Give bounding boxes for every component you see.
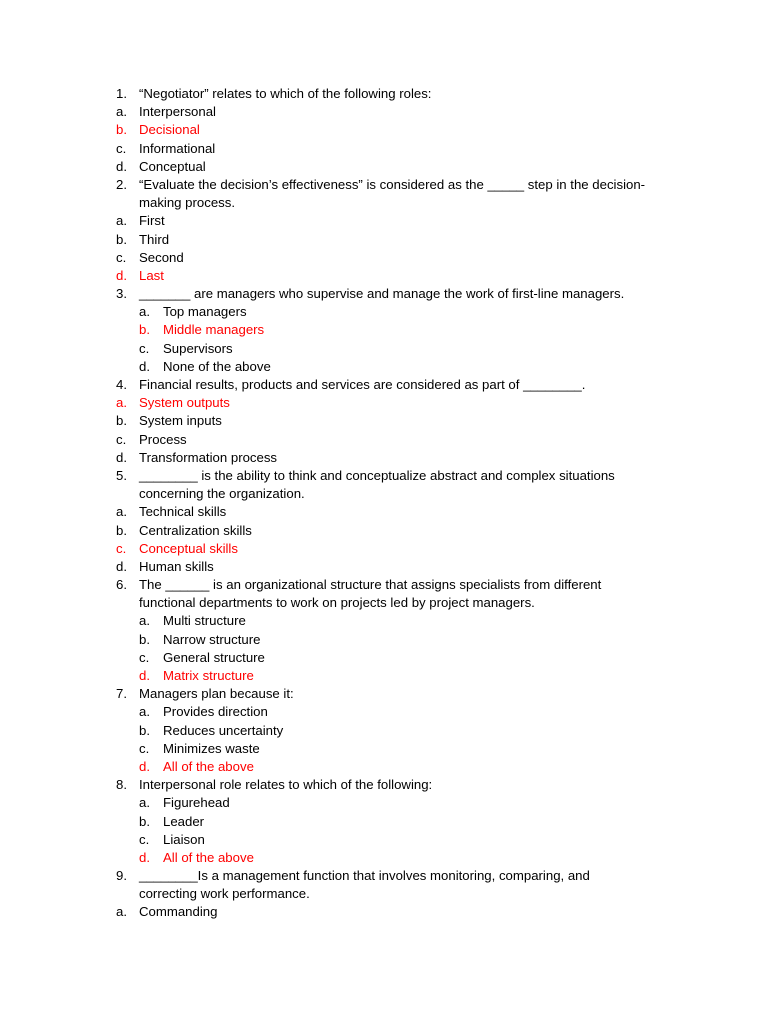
option-text: Third [139,231,170,247]
question-line [0,467,768,485]
question-text: _______ are managers who supervise and manage the work of first-line managers. [139,286,625,302]
document-page [0,85,768,922]
question-number: 2. [116,176,127,192]
option-letter: a. [139,613,150,629]
option-text: Minimizes waste [163,740,260,756]
option-text: System inputs [139,413,222,429]
option-text: All of the above [163,758,254,774]
option-text: Technical skills [139,504,227,520]
option-line [0,612,768,630]
option-text: Narrow structure [163,631,261,647]
option-letter: b. [139,322,150,338]
question-text: functional departments to work on projects led by project managers. [139,595,535,611]
option-line [0,740,768,758]
question-line [0,685,768,703]
option-text: Transformation process [139,449,278,465]
question-number: 5. [116,467,127,483]
option-line [0,158,768,176]
option-text: Centralization skills [139,522,252,538]
option-line [0,212,768,230]
option-line [0,649,768,667]
question-text: concerning the organization. [139,486,305,502]
question-number: 4. [116,377,127,392]
option-line [0,558,768,576]
option-letter: a. [139,704,150,720]
option-line [0,103,768,121]
option-text: Conceptual skills [139,540,238,556]
option-letter: a. [139,795,150,811]
question-continuation-line [0,594,768,612]
question-text: The ______ is an organizational structure that assigns specialists from different [139,577,602,593]
option-letter: a. [116,504,127,520]
answer-option [0,540,768,558]
option-line [0,794,768,812]
option-letter: b. [116,413,127,429]
option-line [0,722,768,740]
question-line [0,85,768,103]
option-text: Informational [139,140,216,156]
option-line [0,231,768,249]
question-number: 3. [116,286,127,302]
option-line [0,831,768,849]
option-text: Middle managers [163,322,265,338]
option-text: None of the above [163,358,271,374]
answer-option [0,121,768,139]
option-line [0,431,768,449]
option-letter: b. [139,722,150,738]
option-text: Conceptual [139,158,206,174]
question-text: “Negotiator” relates to which of the following roles: [139,86,432,101]
option-line [0,703,768,721]
option-text: System outputs [139,395,230,411]
option-line [0,140,768,158]
option-text: Liaison [163,831,205,847]
question-text: “Evaluate the decision’s effectiveness” is considered as the _____ step in the decision- [139,176,646,192]
question-text: correcting work performance. [139,886,310,902]
option-letter: c. [116,431,127,447]
question-text: making process. [139,195,236,211]
question-number: 7. [116,686,127,702]
question-text: Financial results, products and services are considered as part of ________. [139,377,586,392]
option-letter: d. [139,758,150,774]
option-letter: c. [116,140,127,156]
question-line [0,776,768,794]
option-text: Last [139,267,164,283]
option-text: Reduces uncertainty [163,722,284,738]
option-text: Process [139,431,187,447]
question-line [0,576,768,594]
option-letter: c. [139,831,150,847]
option-letter: d. [116,558,127,574]
option-text: First [139,213,165,229]
option-text: Interpersonal [139,104,216,120]
option-letter: a. [116,904,127,920]
option-letter: d. [139,668,150,683]
option-letter: b. [116,231,127,247]
option-letter: d. [116,449,127,465]
option-line [0,522,768,540]
option-text: Top managers [163,304,247,320]
option-letter: a. [139,304,150,320]
question-text: Interpersonal role relates to which of the following: [139,777,433,793]
option-letter: c. [139,340,150,356]
question-number: 1. [116,86,127,101]
option-letter: c. [139,740,150,756]
option-letter: b. [139,813,150,829]
option-letter: c. [139,649,150,665]
question-line [0,376,768,394]
option-letter: d. [139,358,150,374]
answer-option [0,267,768,285]
option-letter: a. [116,213,127,229]
option-letter: d. [116,267,127,283]
question-line [0,285,768,303]
option-text: Second [139,249,184,265]
option-text: Commanding [139,904,218,920]
question-continuation-line [0,885,768,903]
option-text: Figurehead [163,795,230,811]
option-text: Supervisors [163,340,233,356]
option-line [0,813,768,831]
option-line [0,340,768,358]
option-letter: a. [116,104,127,120]
question-text: Managers plan because it: [139,686,294,702]
option-text: All of the above [163,849,254,865]
question-list [0,85,768,922]
option-letter: c. [116,540,127,556]
question-text: ________Is a management function that involves monitoring, comparing, and [139,868,590,884]
answer-option [0,758,768,776]
option-line [0,249,768,267]
option-letter: c. [116,249,127,265]
option-letter: b. [139,631,150,647]
option-text: General structure [163,649,265,665]
option-line [0,449,768,467]
option-line [0,903,768,921]
question-number: 6. [116,577,127,593]
option-text: Leader [163,813,205,829]
option-text: Provides direction [163,704,268,720]
question-number: 8. [116,777,127,793]
answer-option [0,321,768,339]
option-text: Matrix structure [163,668,254,683]
option-line [0,503,768,521]
question-line [0,176,768,194]
question-number: 9. [116,868,127,884]
option-text: Decisional [139,122,200,138]
question-line [0,867,768,885]
option-line [0,412,768,430]
option-letter: d. [116,158,127,174]
question-continuation-line [0,485,768,503]
option-line [0,631,768,649]
answer-option [0,667,768,685]
option-text: Human skills [139,558,214,574]
option-letter: d. [139,849,150,865]
option-letter: b. [116,122,127,138]
answer-option [0,849,768,867]
option-letter: a. [116,395,127,411]
answer-option [0,394,768,412]
option-letter: b. [116,522,127,538]
question-continuation-line [0,194,768,212]
option-line [0,303,768,321]
question-text: ________ is the ability to think and conceptualize abstract and complex situations [139,467,615,483]
option-line [0,358,768,376]
option-text: Multi structure [163,613,246,629]
